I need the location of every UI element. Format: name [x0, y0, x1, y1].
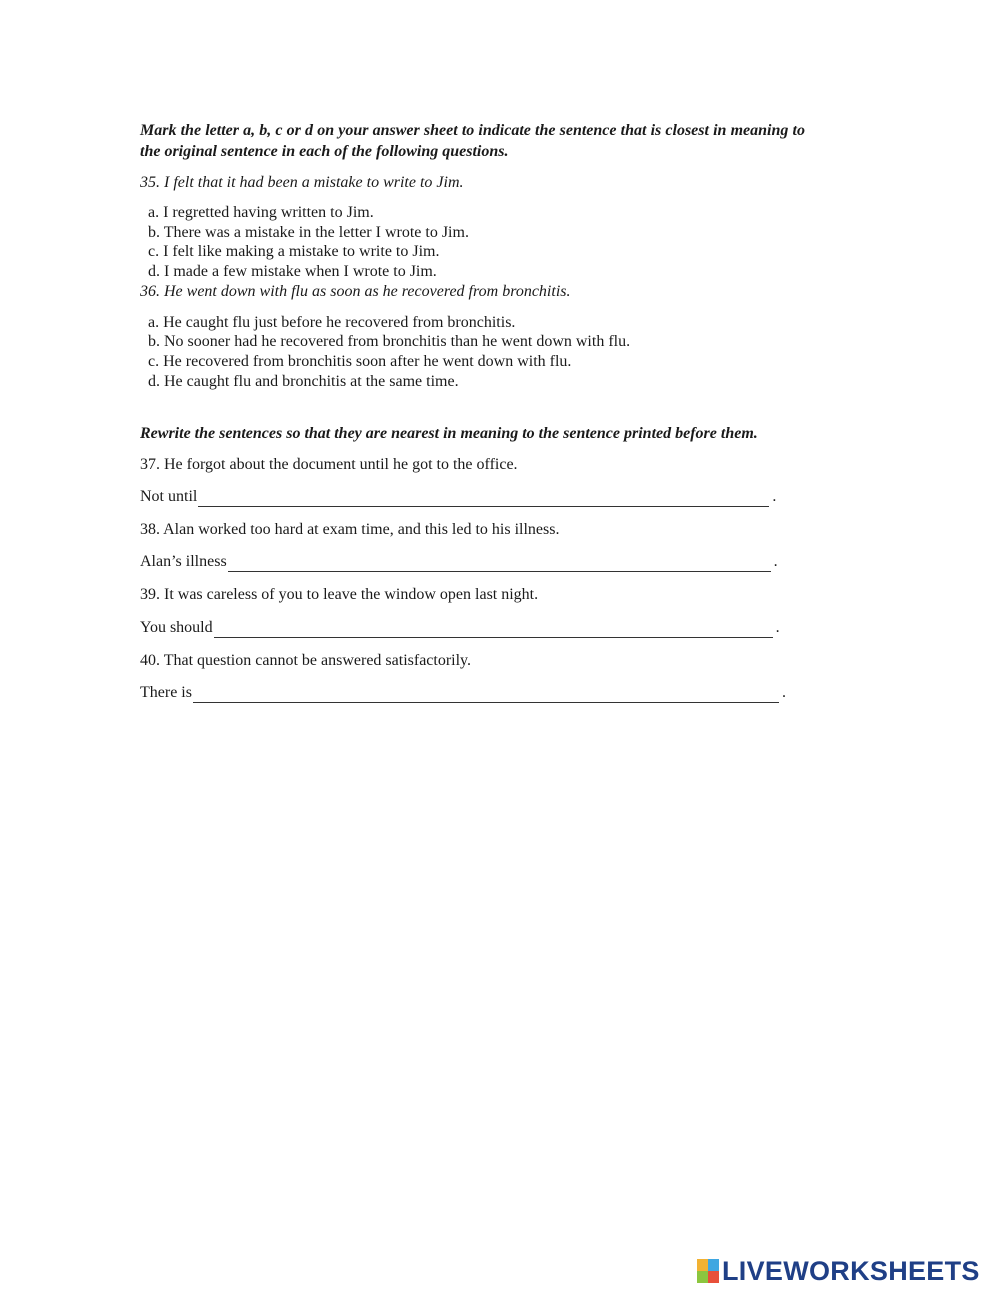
answer-line-40 [140, 683, 786, 703]
prompt-39: You should [140, 619, 213, 636]
question-36-option-a[interactable]: a. He caught flu just before he recovered from bronchitis. [148, 314, 516, 331]
section1-instruction: Mark the letter a, b, c or d on your answer sheet to indicate the sentence that is closest in meaning to the original sentence in each of the following questions. [140, 122, 805, 160]
question-40: 40. That question cannot be answered satisfactorily. [140, 652, 472, 669]
question-36-stem: 36. He went down with flu as soon as he recovered from bronchitis. [140, 283, 571, 300]
question-38: 38. Alan worked too hard at exam time, and this led to his illness. [140, 521, 560, 538]
question-35-stem: 35. I felt that it had been a mistake to write to Jim. [140, 174, 464, 191]
period-39: . [775, 619, 780, 636]
answer-blank-37[interactable] [198, 490, 769, 507]
answer-blank-38[interactable] [228, 555, 771, 572]
question-36-option-d[interactable]: d. He caught flu and bronchitis at the same time. [148, 373, 459, 390]
prompt-38: Alan’s illness [140, 553, 227, 570]
liveworksheets-logo-icon [697, 1259, 719, 1283]
answer-line-37 [140, 487, 776, 507]
question-35-option-b[interactable]: b. There was a mistake in the letter I wrote to Jim. [148, 224, 469, 241]
question-39: 39. It was careless of you to leave the window open last night. [140, 586, 539, 603]
period-40: . [781, 684, 786, 701]
question-35-option-d[interactable]: d. I made a few mistake when I wrote to Jim. [148, 263, 437, 280]
liveworksheets-logo[interactable] [697, 1257, 980, 1285]
question-37: 37. He forgot about the document until he got to the office. [140, 456, 518, 473]
prompt-40: There is [140, 684, 192, 701]
period-38: . [773, 553, 778, 570]
period-37: . [772, 488, 777, 505]
question-36-option-c[interactable]: c. He recovered from bronchitis soon after he went down with flu. [148, 353, 572, 370]
liveworksheets-logo-text: LIVEWORKSHEETS [722, 1256, 980, 1286]
question-35-option-c[interactable]: c. I felt like making a mistake to write to Jim. [148, 243, 440, 260]
answer-blank-40[interactable] [193, 686, 779, 703]
question-35-option-a[interactable]: a. I regretted having written to Jim. [148, 204, 374, 221]
answer-blank-39[interactable] [214, 621, 773, 638]
answer-line-39 [140, 618, 780, 638]
question-36-option-b[interactable]: b. No sooner had he recovered from bronchitis than he went down with flu. [148, 333, 631, 350]
prompt-37: Not until [140, 488, 198, 505]
section2-instruction: Rewrite the sentences so that they are nearest in meaning to the sentence printed before them. [140, 425, 758, 442]
answer-line-38 [140, 552, 778, 572]
